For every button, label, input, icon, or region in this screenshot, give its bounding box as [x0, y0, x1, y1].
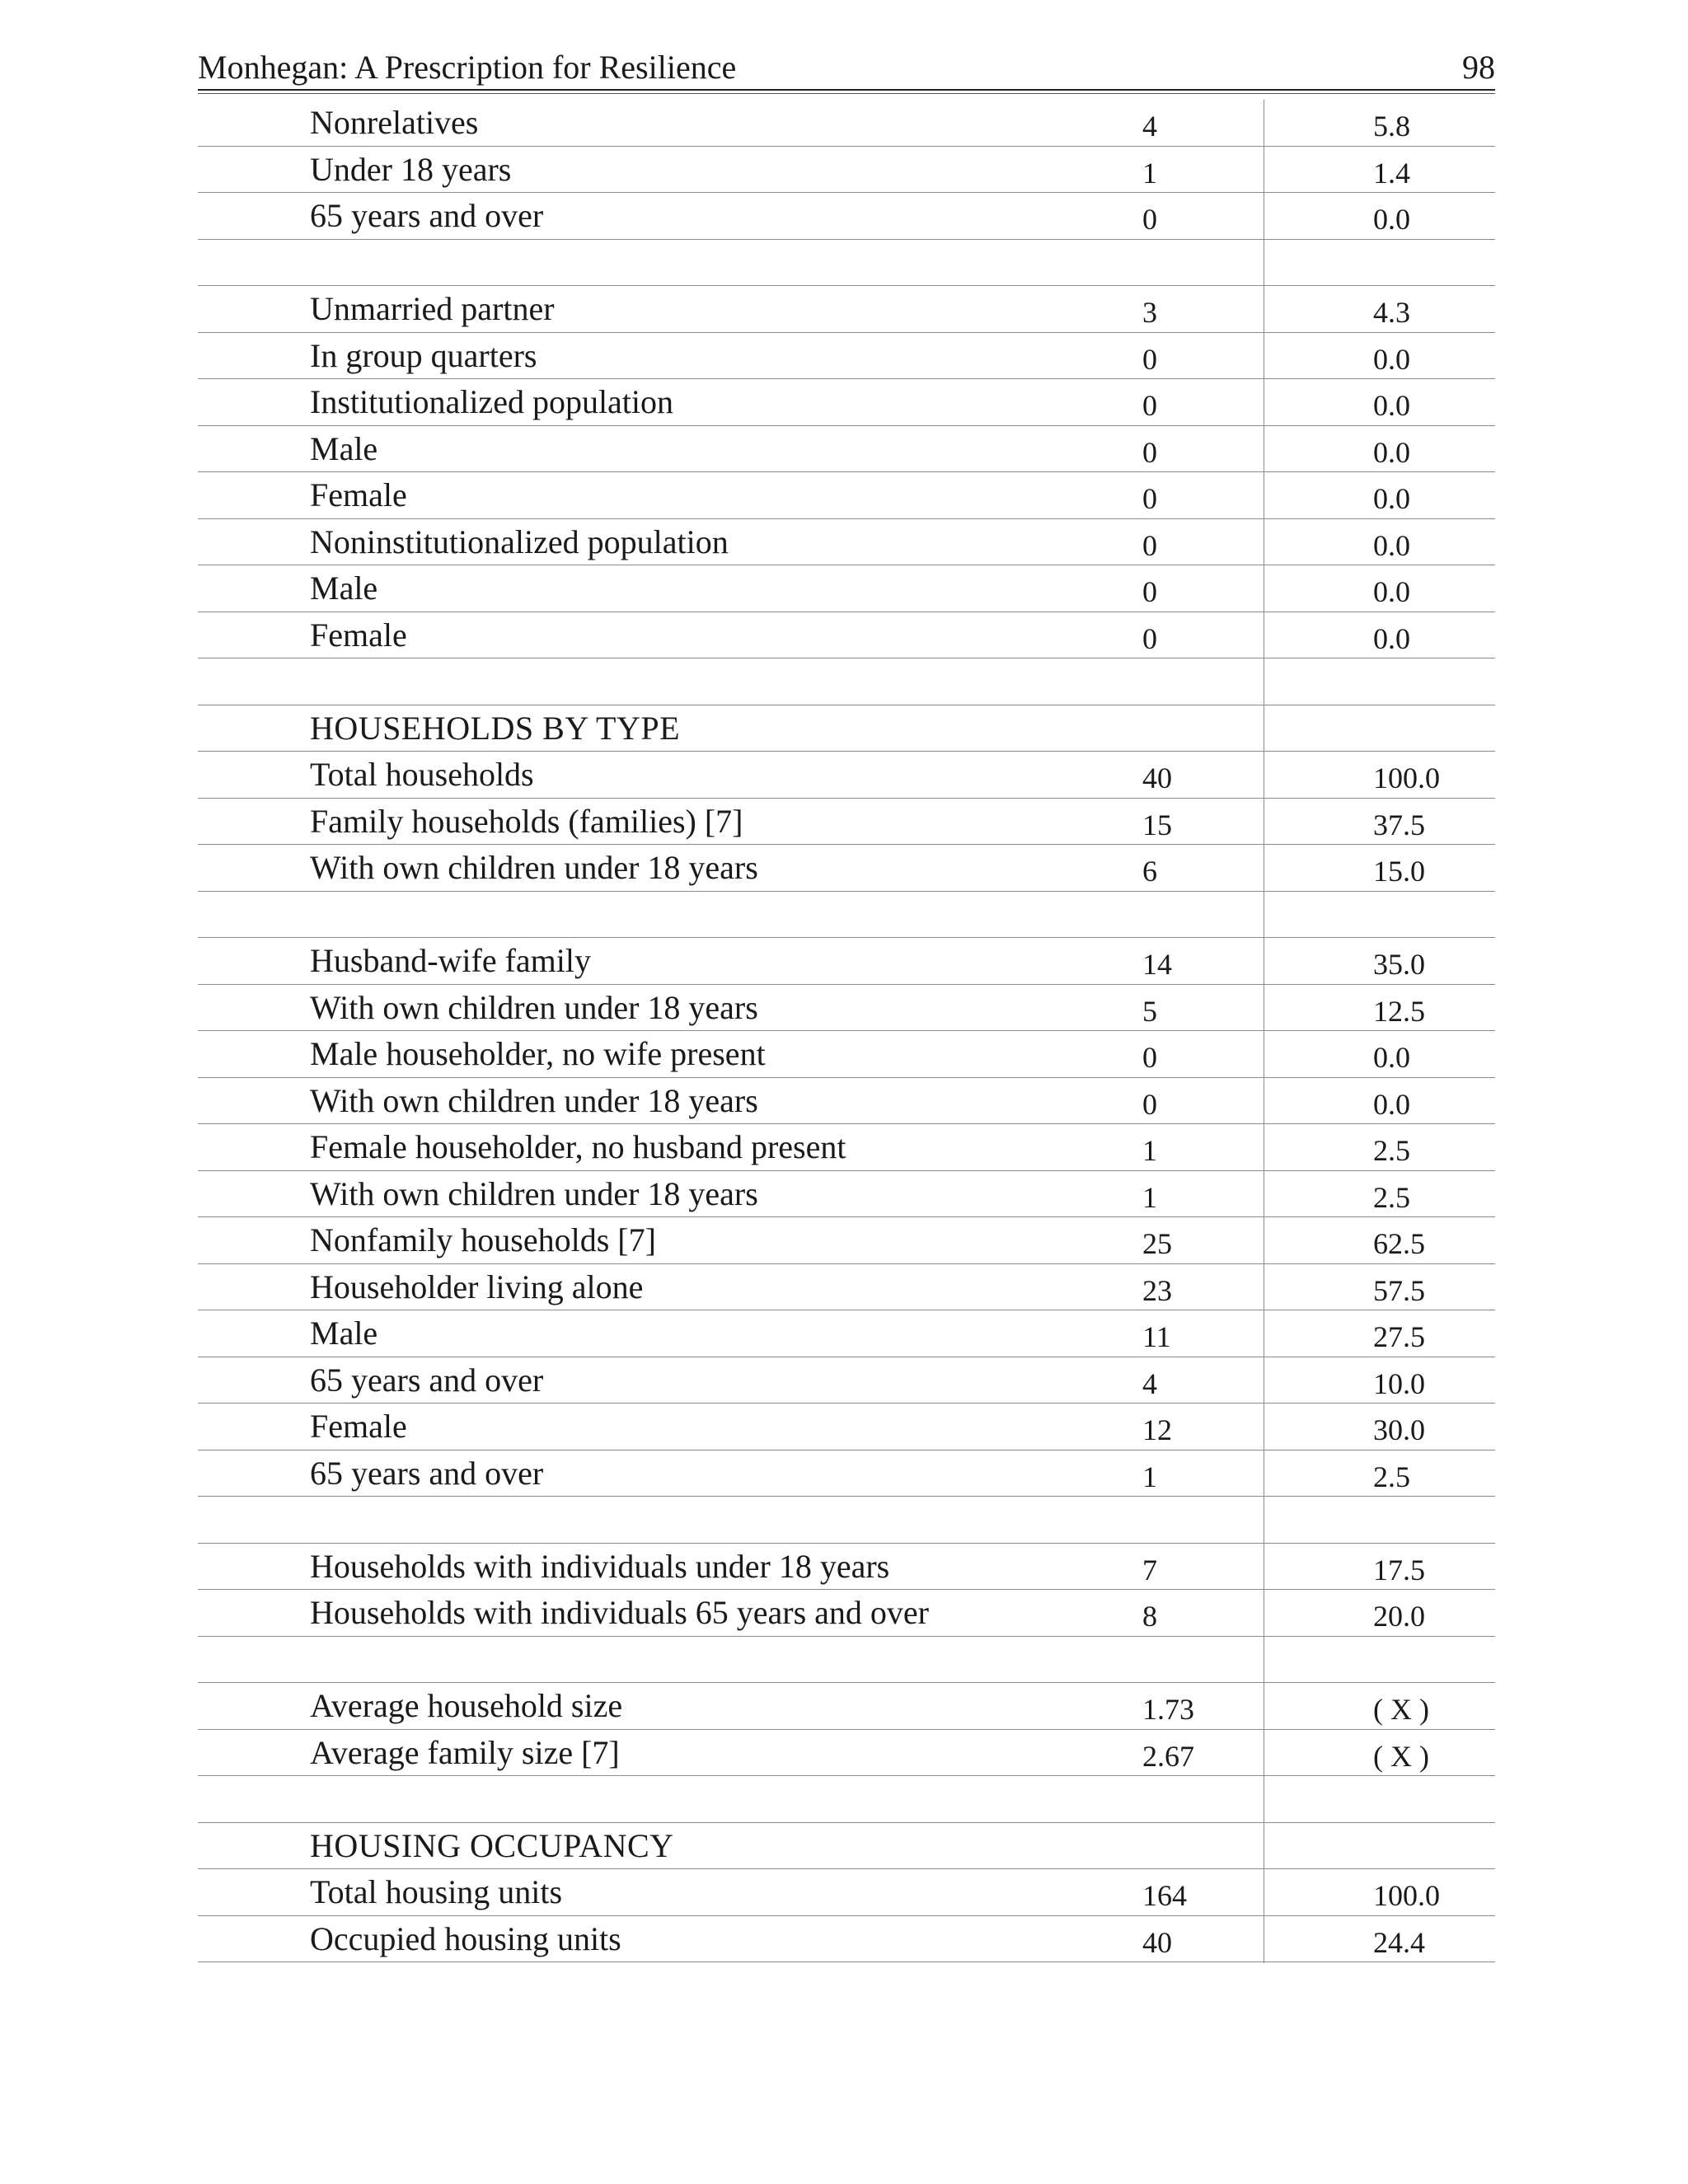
row-count: 0 — [1142, 435, 1157, 469]
row-label: Female — [310, 616, 407, 654]
row-count: 0 — [1142, 621, 1157, 655]
row-percent: 0.0 — [1373, 528, 1410, 562]
row-percent: 1.4 — [1373, 156, 1410, 190]
table-row — [198, 752, 1495, 799]
row-count: 23 — [1142, 1273, 1172, 1307]
row-percent: 100.0 — [1373, 1879, 1440, 1912]
table-row — [198, 1264, 1495, 1311]
blank-row — [198, 240, 1495, 287]
row-percent: 4.3 — [1373, 296, 1410, 329]
row-count: 3 — [1142, 296, 1157, 329]
row-count: 0 — [1142, 342, 1157, 376]
row-count: 11 — [1142, 1320, 1171, 1353]
table-row — [198, 519, 1495, 566]
row-label: Average family size [7] — [310, 1733, 620, 1771]
row-percent: 30.0 — [1373, 1413, 1425, 1446]
table-row — [198, 1916, 1495, 1963]
table-row — [198, 1590, 1495, 1637]
row-percent: 0.0 — [1373, 1087, 1410, 1121]
row-count: 6 — [1142, 855, 1157, 888]
table-row — [198, 1124, 1495, 1171]
row-percent: 0.0 — [1373, 621, 1410, 655]
section-heading-row — [198, 1823, 1495, 1870]
row-label: Households with individuals under 18 years — [310, 1547, 890, 1585]
running-header — [198, 43, 1495, 91]
row-count: 1 — [1142, 156, 1157, 190]
row-label: Unmarried partner — [310, 290, 555, 327]
table-row — [198, 612, 1495, 659]
table-row — [198, 1171, 1495, 1218]
row-count: 4 — [1142, 110, 1157, 143]
row-label: Institutionalized population — [310, 383, 674, 420]
table-row — [198, 1730, 1495, 1777]
row-count: 4 — [1142, 1366, 1157, 1400]
row-count: 0 — [1142, 389, 1157, 422]
row-count: 25 — [1142, 1227, 1172, 1260]
row-count: 40 — [1142, 1925, 1172, 1959]
blank-row — [198, 658, 1495, 705]
table-row — [198, 985, 1495, 1032]
row-percent: 100.0 — [1373, 762, 1440, 794]
row-count: 1 — [1142, 1180, 1157, 1214]
row-percent: ( X ) — [1373, 1693, 1429, 1726]
table-row — [198, 938, 1495, 985]
row-percent: 0.0 — [1373, 1041, 1410, 1074]
row-percent: 2.5 — [1373, 1180, 1410, 1214]
row-percent: 12.5 — [1373, 994, 1425, 1028]
blank-row — [198, 1776, 1495, 1823]
row-label: With own children under 18 years — [310, 988, 758, 1026]
row-percent: 27.5 — [1373, 1320, 1425, 1353]
table-row — [198, 193, 1495, 240]
row-label: Male — [310, 1315, 378, 1352]
table-row — [198, 845, 1495, 892]
row-count: 40 — [1142, 762, 1172, 794]
row-count: 1 — [1142, 1460, 1157, 1493]
row-label: With own children under 18 years — [310, 1174, 758, 1212]
table-row — [198, 565, 1495, 612]
row-label: Family households (families) [7] — [310, 802, 743, 840]
row-percent: 0.0 — [1373, 482, 1410, 515]
row-label: Nonrelatives — [310, 104, 479, 141]
table-row — [198, 799, 1495, 846]
row-label: Total households — [310, 756, 534, 793]
row-count: 164 — [1142, 1879, 1187, 1912]
row-percent: 0.0 — [1373, 342, 1410, 376]
row-count: 15 — [1142, 808, 1172, 841]
table-row — [198, 1357, 1495, 1404]
row-count: 0 — [1142, 528, 1157, 562]
table-row — [198, 147, 1495, 194]
table-row — [198, 1217, 1495, 1264]
header-title: Monhegan: A Prescription for Resilience — [198, 49, 737, 86]
table-row — [198, 472, 1495, 519]
row-percent: 24.4 — [1373, 1925, 1425, 1959]
table-row — [198, 1031, 1495, 1078]
row-label: In group quarters — [310, 336, 537, 374]
row-count: 0 — [1142, 203, 1157, 236]
row-count: 0 — [1142, 575, 1157, 608]
table-row — [198, 1310, 1495, 1357]
page-number: 98 — [1462, 49, 1495, 86]
row-percent: 0.0 — [1373, 389, 1410, 422]
row-count: 14 — [1142, 948, 1172, 981]
row-percent: 0.0 — [1373, 435, 1410, 469]
row-count: 7 — [1142, 1553, 1157, 1586]
blank-row — [198, 1497, 1495, 1544]
blank-row — [198, 1637, 1495, 1684]
row-label: Female — [310, 476, 407, 513]
row-count: 8 — [1142, 1600, 1157, 1633]
row-label: Householder living alone — [310, 1268, 644, 1305]
row-percent: 15.0 — [1373, 855, 1425, 888]
table-row — [198, 333, 1495, 380]
row-percent: ( X ) — [1373, 1739, 1429, 1773]
row-label: Male — [310, 429, 378, 467]
row-percent: 37.5 — [1373, 808, 1425, 841]
table-row — [198, 1544, 1495, 1591]
section-heading: HOUSING OCCUPANCY — [310, 1826, 674, 1864]
row-percent: 10.0 — [1373, 1366, 1425, 1400]
row-label: Households with individuals 65 years and over — [310, 1594, 929, 1631]
row-label: Female householder, no husband present — [310, 1128, 846, 1165]
table-row — [198, 286, 1495, 333]
row-label: Male householder, no wife present — [310, 1035, 766, 1072]
row-count: 12 — [1142, 1413, 1172, 1446]
table-row — [198, 1404, 1495, 1451]
row-count: 0 — [1142, 1041, 1157, 1074]
row-percent: 5.8 — [1373, 110, 1410, 143]
table-row — [198, 379, 1495, 426]
table-row — [198, 1451, 1495, 1497]
row-label: Noninstitutionalized population — [310, 523, 729, 560]
row-count: 0 — [1142, 482, 1157, 515]
row-label: With own children under 18 years — [310, 849, 758, 886]
row-label: Husband-wife family — [310, 942, 592, 979]
row-percent: 62.5 — [1373, 1227, 1425, 1260]
row-count: 2.67 — [1142, 1739, 1194, 1773]
table-row — [198, 1869, 1495, 1916]
row-count: 1 — [1142, 1134, 1157, 1167]
census-table — [198, 100, 1495, 1962]
row-percent: 17.5 — [1373, 1553, 1425, 1586]
row-percent: 0.0 — [1373, 203, 1410, 236]
row-percent: 2.5 — [1373, 1460, 1410, 1493]
row-count: 0 — [1142, 1087, 1157, 1121]
row-label: Occupied housing units — [310, 1919, 621, 1957]
row-count: 1.73 — [1142, 1693, 1194, 1726]
row-label: Average household size — [310, 1687, 623, 1724]
row-label: Nonfamily households [7] — [310, 1221, 656, 1258]
table-row — [198, 100, 1495, 147]
row-label: Under 18 years — [310, 150, 512, 188]
row-percent: 2.5 — [1373, 1134, 1410, 1167]
row-label: Female — [310, 1408, 407, 1445]
row-label: Total housing units — [310, 1873, 563, 1910]
section-heading-row — [198, 705, 1495, 752]
row-label: 65 years and over — [310, 1454, 544, 1492]
row-percent: 35.0 — [1373, 948, 1425, 981]
row-percent: 20.0 — [1373, 1600, 1425, 1633]
row-count: 5 — [1142, 994, 1157, 1028]
row-label: 65 years and over — [310, 197, 544, 234]
row-label: 65 years and over — [310, 1361, 544, 1399]
row-percent: 0.0 — [1373, 575, 1410, 608]
table-row — [198, 1683, 1495, 1730]
table-row — [198, 426, 1495, 473]
section-heading: HOUSEHOLDS BY TYPE — [310, 709, 681, 747]
row-label: Male — [310, 569, 378, 607]
row-label: With own children under 18 years — [310, 1081, 758, 1119]
blank-row — [198, 892, 1495, 939]
table-row — [198, 1078, 1495, 1125]
row-percent: 57.5 — [1373, 1273, 1425, 1307]
